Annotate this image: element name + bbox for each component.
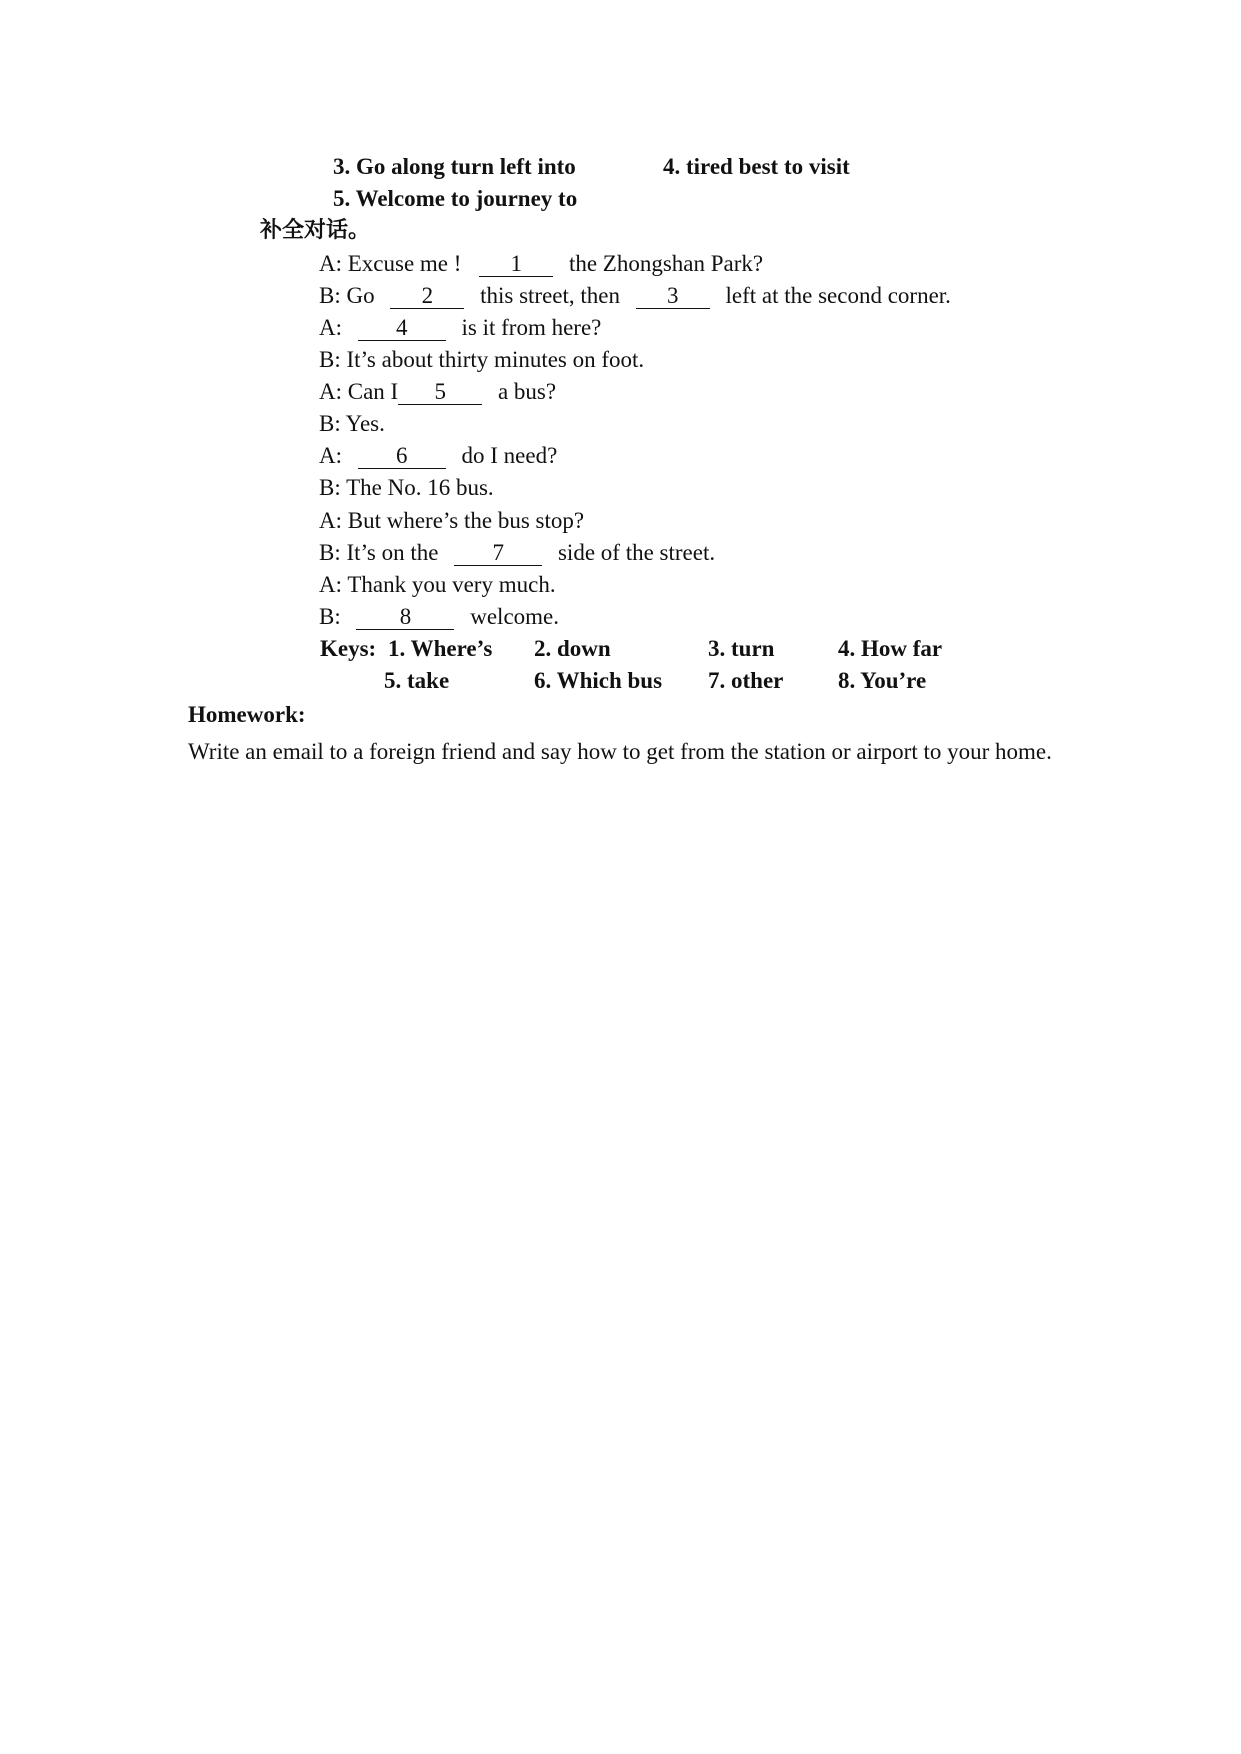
dialogue-text: a bus? <box>497 379 557 404</box>
homework-title: Homework: <box>188 702 306 727</box>
key-2: 2. down <box>534 636 611 661</box>
dialogue-line-10 <box>319 538 715 568</box>
speaker: A: <box>319 508 342 533</box>
speaker: A: <box>319 572 342 597</box>
speaker: A: <box>319 251 342 276</box>
dialogue-line-5 <box>319 377 556 407</box>
speaker: B: <box>319 347 341 372</box>
blank-5: 5 <box>398 380 482 405</box>
dialogue-line-6 <box>319 409 385 439</box>
dialogue-text: Go <box>346 283 375 308</box>
dialogue-text: It’s on the <box>346 540 439 565</box>
phrase-3: 3. Go along turn left into <box>333 154 576 179</box>
section-title: 补全对话。 <box>260 218 371 243</box>
blank-8: 8 <box>356 605 454 630</box>
speaker: B: <box>319 540 341 565</box>
dialogue-line-2 <box>319 281 951 311</box>
speaker: B: <box>319 604 341 629</box>
dialogue-text: Excuse me ! <box>347 251 462 276</box>
dialogue-text: left at the second corner. <box>725 283 951 308</box>
keys-label: Keys: <box>320 636 377 661</box>
blank-1: 1 <box>479 252 553 277</box>
speaker: A: <box>319 379 342 404</box>
dialogue-text: is it from here? <box>461 315 602 340</box>
key-3: 3. turn <box>708 636 775 661</box>
key-5: 5. take <box>384 668 450 693</box>
speaker: A: <box>319 443 342 468</box>
key-8: 8. You’re <box>838 668 927 693</box>
speaker: B: <box>319 411 341 436</box>
phrase-4: 4. tired best to visit <box>663 154 850 179</box>
dialogue-text: Can I <box>347 379 399 404</box>
dialogue-text: But where’s the bus stop? <box>347 508 585 533</box>
speaker: B: <box>319 475 341 500</box>
dialogue-text: do I need? <box>461 443 558 468</box>
dialogue-line-11 <box>319 570 556 600</box>
dialogue-text: the Zhongshan Park? <box>568 251 764 276</box>
dialogue-text: Yes. <box>345 411 385 436</box>
dialogue-text: It’s about thirty minutes on foot. <box>346 347 645 372</box>
speaker: A: <box>319 315 342 340</box>
dialogue-text: welcome. <box>470 604 559 629</box>
dialogue-line-8 <box>319 473 494 503</box>
dialogue-text: side of the street. <box>557 540 716 565</box>
dialogue-line-7 <box>319 441 557 471</box>
key-1: 1. Where’s <box>388 636 493 661</box>
phrase-5: 5. Welcome to journey to <box>333 186 578 211</box>
dialogue-line-9 <box>319 506 584 536</box>
dialogue-line-12 <box>319 602 559 632</box>
speaker: B: <box>319 283 341 308</box>
dialogue-text: The No. 16 bus. <box>346 475 494 500</box>
dialogue-line-1 <box>319 249 763 279</box>
blank-6: 6 <box>358 444 446 469</box>
dialogue-text: this street, then <box>480 283 620 308</box>
blank-2: 2 <box>390 284 464 309</box>
key-4: 4. How far <box>838 636 943 661</box>
dialogue-text: Thank you very much. <box>347 572 556 597</box>
blank-7: 7 <box>454 541 542 566</box>
blank-3: 3 <box>636 284 710 309</box>
key-7: 7. other <box>708 668 784 693</box>
dialogue-line-3 <box>319 313 601 343</box>
blank-4: 4 <box>358 316 446 341</box>
dialogue-line-4 <box>319 345 644 375</box>
homework-text: Write an email to a foreign friend and say how to get from the station or airport to your home. <box>188 739 1052 764</box>
key-6: 6. Which bus <box>534 668 663 693</box>
